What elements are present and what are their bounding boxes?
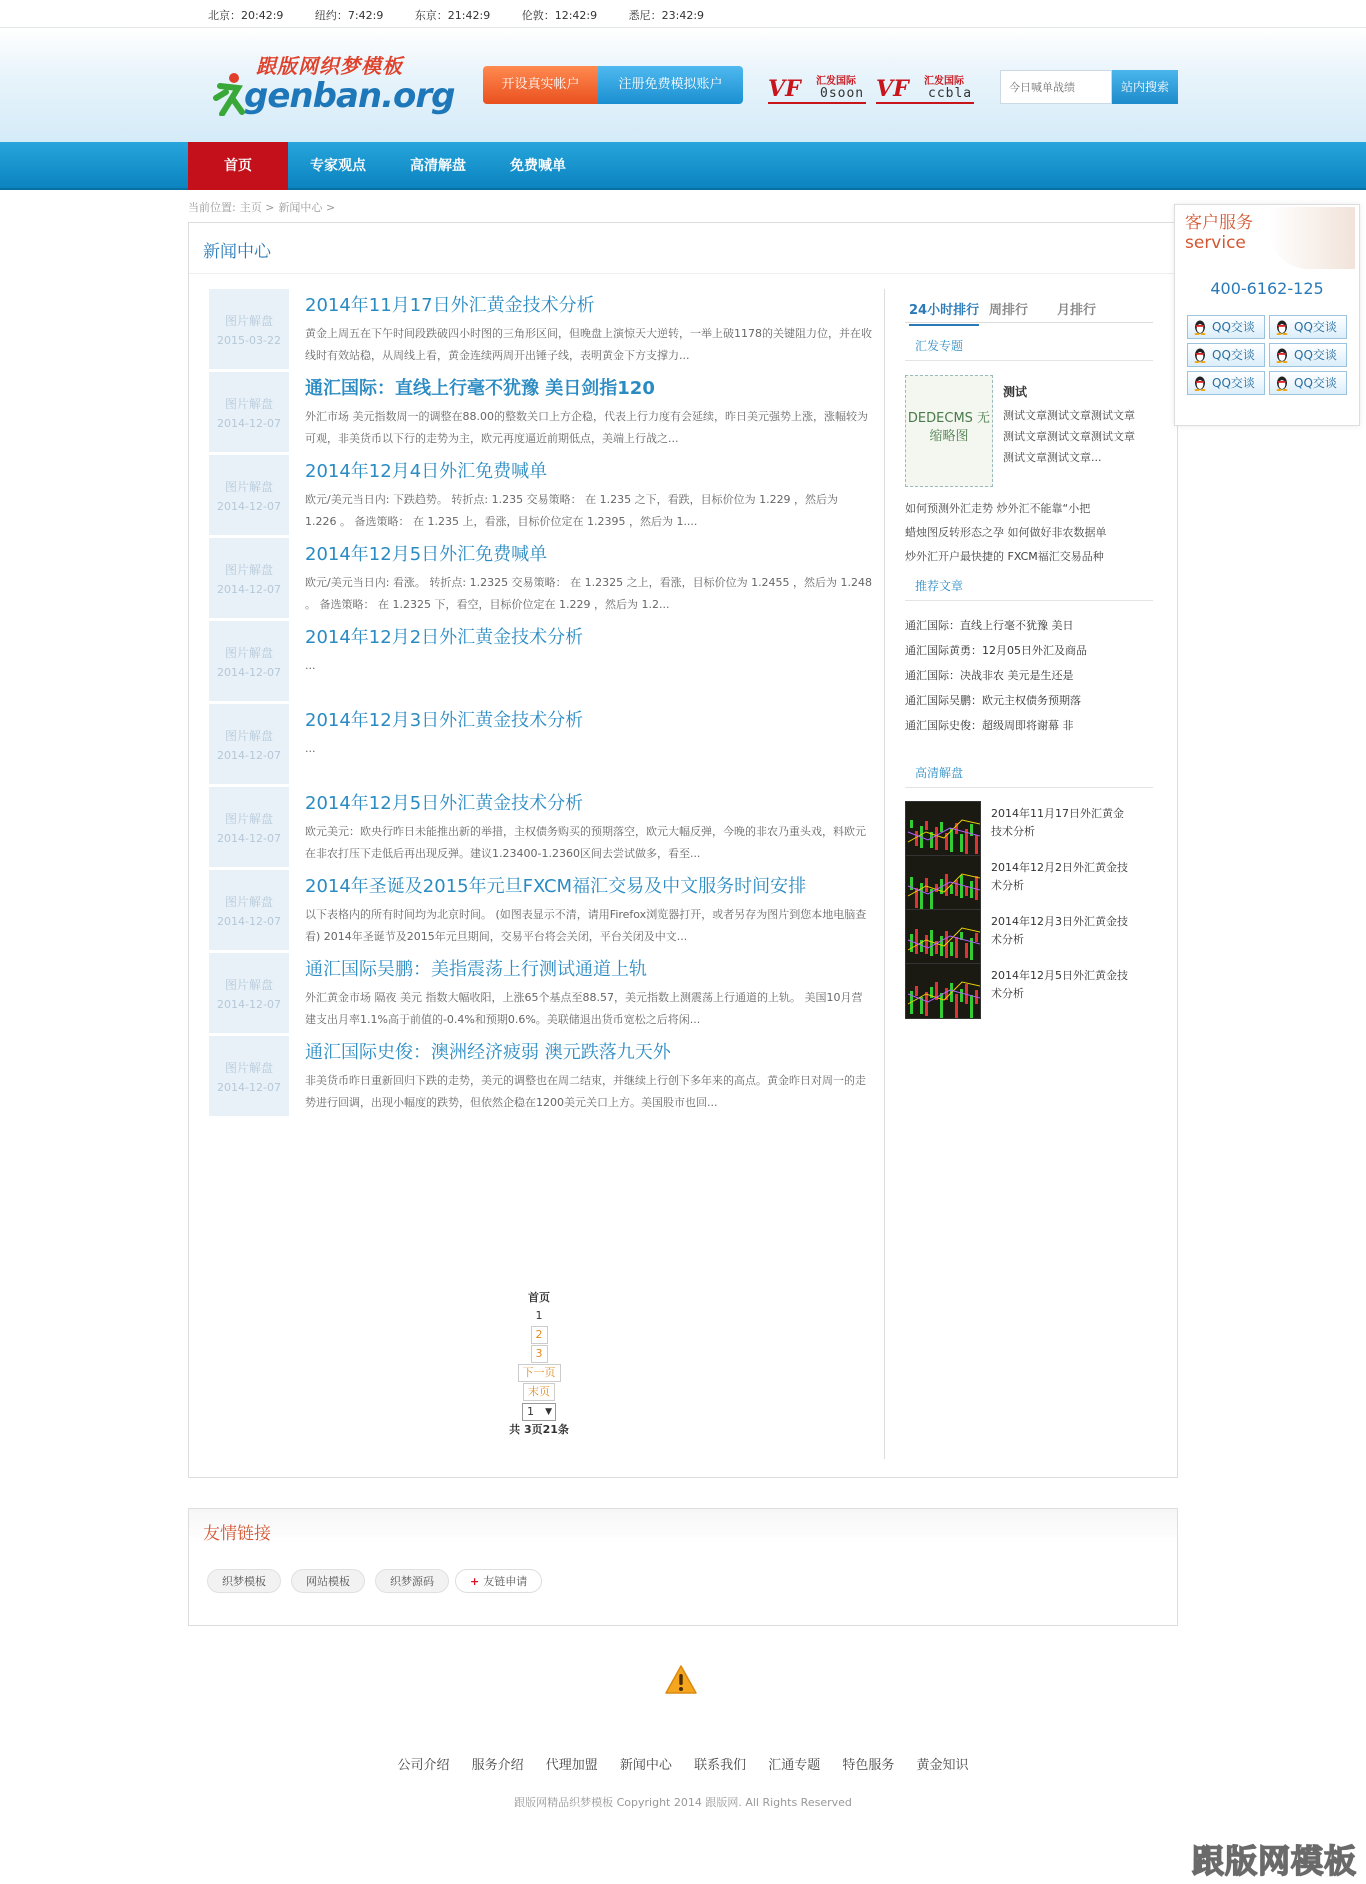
friend-links-title: 友情链接: [203, 1524, 271, 1544]
ranking-tabs: [905, 293, 1153, 323]
footer-link-news[interactable]: 新闻中心: [619, 1758, 672, 1773]
friend-link[interactable]: 网站模板: [291, 1569, 365, 1593]
clock-sydney: 悉尼：23:42:9: [628, 9, 705, 22]
qq-penguin-icon: [1275, 347, 1289, 363]
partner-badge-2[interactable]: VF 汇发国际 ccbla: [876, 72, 974, 104]
site-search-input[interactable]: [1000, 70, 1112, 104]
article-item: [209, 621, 869, 703]
friend-links-panel: [188, 1508, 1178, 1626]
article-thumbnail[interactable]: 图片解盘 2014-12-07: [209, 621, 289, 701]
topic-links: [905, 497, 1161, 569]
topic-section-head: 汇发专题: [905, 331, 1153, 361]
friend-link[interactable]: 织梦源码: [375, 1569, 449, 1593]
article-title-link[interactable]: 2014年圣诞及2015年元旦FXCM福汇交易及中文服务时间安排: [305, 876, 807, 897]
tab-24h[interactable]: 24小时排行: [909, 299, 979, 326]
vf-logo-icon: VF: [876, 76, 909, 102]
chart-thumbnail: [905, 963, 981, 1019]
hd-item[interactable]: [905, 909, 1155, 965]
hd-item[interactable]: [905, 963, 1155, 1019]
support-agent-image: [1269, 207, 1355, 269]
chart-thumbnail: [905, 909, 981, 965]
footer-link-features[interactable]: 特色服务: [842, 1758, 895, 1773]
pager-first-page[interactable]: 首页: [528, 1291, 550, 1304]
nav-hd-analysis[interactable]: 高清解盘: [410, 158, 466, 174]
logo-english-text: genban.org: [244, 76, 455, 116]
qq-chat-button[interactable]: QQ交谈: [1187, 343, 1265, 367]
site-header: [0, 28, 1366, 142]
featured-desc: 测试文章测试文章测试文章测试文章测试文章测试文章测试文章测试文章...: [1003, 409, 1135, 464]
watermark: 跟版网模板: [1192, 1842, 1358, 1880]
topic-link[interactable]: 如何预测外汇走势: [905, 502, 993, 515]
article-thumbnail[interactable]: 图片解盘 2014-12-07: [209, 455, 289, 535]
featured-title[interactable]: 测试: [1003, 385, 1028, 399]
pager-select[interactable]: 1 ▼: [522, 1403, 556, 1421]
article-summary: 以下表格内的所有时间均为北京时间。 (如图表显示不清，请用Firefox浏览器打开，或者另存为图片到您本地电脑查看) 2014年圣诞节及2015年元旦期间，交易平台将会关闭，平台关闭及中文...: [305, 908, 867, 943]
chart-thumbnail: [905, 855, 981, 911]
hd-item-title[interactable]: 2014年12月5日外汇黄金技术分析: [991, 969, 1128, 1000]
article-item: [209, 1036, 869, 1118]
world-clock-bar: [0, 0, 1366, 28]
nav-expert-views[interactable]: 专家观点: [310, 158, 366, 174]
qq-penguin-icon: [1275, 319, 1289, 335]
clock-london: 伦敦：12:42:9: [521, 9, 598, 22]
article-thumbnail[interactable]: 图片解盘 2014-12-07: [209, 870, 289, 950]
recommended-link[interactable]: 通汇国际史俊：超级周即将谢幕 非: [905, 719, 1074, 732]
tab-week[interactable]: 周排行: [989, 303, 1029, 318]
article-summary: 非美货币昨日重新回归下跌的走势，美元的调整也在周二结束，并继续上行创下多年来的高点。黄金昨日对周一的走势进行回调，出现小幅度的跌势，但依然企稳在1200美元关口上方。美国股市也回...: [305, 1074, 866, 1109]
article-item: [209, 953, 869, 1035]
customer-service-panel: [1174, 204, 1360, 426]
partner-badge-1[interactable]: VF 汇发国际 0soon: [768, 72, 866, 104]
article-thumbnail[interactable]: 图片解盘 2015-03-22: [209, 289, 289, 369]
article-item: [209, 372, 869, 454]
qq-penguin-icon: [1193, 347, 1207, 363]
copyright: 跟版网精品织梦模板 Copyright 2014 跟版网. All Rights Reserved: [514, 1796, 852, 1809]
article-thumbnail[interactable]: 图片解盘 2014-12-07: [209, 538, 289, 618]
panel-title: 新闻中心: [203, 242, 271, 262]
pager-page-3[interactable]: 3: [531, 1345, 548, 1363]
news-center-panel: [188, 222, 1178, 1478]
footer-link-services[interactable]: 服务介绍: [471, 1758, 524, 1773]
site-search-button[interactable]: 站内搜索: [1112, 70, 1178, 104]
article-summary: 外汇黄金市场 隔夜 美元 指数大幅收阳，上涨65个基点至88.57，美元指数上测震荡上行通道的上轨。 美国10月营建支出月率1.1%高于前值的-0.4%和预期0.6%。美联储退出货币宽松之后将闲...: [305, 991, 863, 1026]
article-summary: 外汇市场 美元指数周一的调整在88.00的整数关口上方企稳，代表上行力度有会延续，昨日美元强势上涨，涨幅较为可观，非美货币以下行的走势为主，欧元再度逼近前期低点，美端上行战之...: [305, 410, 868, 445]
recommended-list: [905, 613, 1155, 738]
article-item: [209, 455, 869, 537]
pager-last-button[interactable]: 末页: [523, 1383, 555, 1401]
article-title-link[interactable]: 2014年12月5日外汇黄金技术分析: [305, 793, 584, 814]
footer-link-agency[interactable]: 代理加盟: [545, 1758, 598, 1773]
featured-thumbnail[interactable]: DEDECMS 无缩略图: [905, 375, 993, 487]
hd-item[interactable]: [905, 855, 1155, 911]
qq-penguin-icon: [1275, 375, 1289, 391]
service-subtitle: service: [1185, 233, 1246, 253]
breadcrumb-home-link[interactable]: 主页: [239, 201, 262, 214]
topic-link[interactable]: 炒外汇不能靠“小把: [996, 502, 1091, 515]
pager-current-page: 1: [535, 1309, 543, 1322]
qq-chat-button[interactable]: QQ交谈: [1269, 371, 1347, 395]
tab-month[interactable]: 月排行: [1057, 303, 1097, 318]
article-thumbnail[interactable]: 图片解盘 2014-12-07: [209, 1036, 289, 1116]
logo-chinese-text: 跟版网织梦模板: [256, 54, 403, 78]
clock-newyork: 纽约：7:42:9: [314, 9, 384, 22]
qq-penguin-icon: [1193, 319, 1207, 335]
register-demo-account-button[interactable]: 注册免费模拟账户: [598, 66, 743, 104]
article-summary: 欧元/美元当日内: 看涨。 转折点: 1.2325 交易策略： 在 1.2325 之上，看涨，目标价位为 1.2455 ，然后为 1.248 。 备选策略： 在 1.2325 下，看空，目标价位定在 1.229 ，然后为 1.2...: [305, 576, 873, 611]
article-thumbnail[interactable]: 图片解盘 2014-12-07: [209, 787, 289, 867]
recommended-link[interactable]: 通汇国际吴鹏：欧元主权债务预期落: [905, 694, 1081, 707]
nav-free-signals[interactable]: 免费喊单: [510, 158, 566, 174]
qq-penguin-icon: [1193, 375, 1207, 391]
pager-next-button[interactable]: 下一页: [518, 1364, 561, 1382]
topic-link[interactable]: 蜡烛图反转形态之孕: [905, 526, 1004, 539]
warning-icon: [664, 1664, 698, 1696]
qq-chat-button[interactable]: QQ交谈: [1187, 371, 1265, 395]
article-thumbnail[interactable]: 图片解盘 2014-12-07: [209, 704, 289, 784]
article-title-link[interactable]: 通汇国际：直线上行毫不犹豫 美日剑指120: [305, 378, 655, 399]
recommended-link[interactable]: 通汇国际黄勇：12月05日外汇及商品: [905, 644, 1087, 657]
clock-tokyo: 东京：21:42:9: [414, 9, 491, 22]
article-summary: 欧元美元：欧央行昨日未能推出新的举措，主权债务购买的预期落空，欧元大幅反弹，今晚的非农乃重头戏，料欧元在非农打压下走低后再出现反弹。建议1.23400-1.2360区间去尝试做多，看至...: [305, 825, 866, 860]
service-phone: 400-6162-125: [1210, 279, 1324, 298]
apply-friend-link-button[interactable]: + 友链申请: [455, 1569, 542, 1593]
hd-section-head: 高清解盘: [905, 758, 1153, 788]
article-thumbnail[interactable]: 图片解盘 2014-12-07: [209, 372, 289, 452]
topic-link[interactable]: FXCM福汇交易品种: [1007, 550, 1104, 563]
divider: [189, 273, 1177, 274]
hd-item[interactable]: [905, 801, 1155, 857]
chart-thumbnail: [905, 801, 981, 857]
dropdown-arrow-icon: ▼: [545, 1407, 552, 1417]
pagination: [509, 1289, 569, 1439]
footer-link-about[interactable]: 公司介绍: [397, 1758, 450, 1773]
footer-link-contact[interactable]: 联系我们: [694, 1758, 747, 1773]
article-summary: ...: [305, 659, 316, 672]
service-title: 客户服务: [1185, 213, 1253, 233]
article-item: [209, 870, 869, 952]
article-title-link[interactable]: 2014年12月5日外汇免费喊单: [305, 544, 548, 565]
open-real-account-button[interactable]: 开设真实帐户: [483, 66, 598, 104]
article-title-link[interactable]: 2014年12月4日外汇免费喊单: [305, 461, 548, 482]
vf-logo-icon: VF: [768, 76, 801, 102]
hd-item-title[interactable]: 2014年12月3日外汇黄金技术分析: [991, 915, 1128, 946]
article-summary: 黄金上周五在下午时间段跌破四小时图的三角形区间，但晚盘上演惊天大逆转，一举上破1178的关键阻力位，并在收线时有效站稳，从周线上看，黄金连续两周开出锤子线，表明黄金下方支撑力...: [305, 327, 872, 362]
article-title-link[interactable]: 2014年11月17日外汇黄金技术分析: [305, 295, 595, 316]
main-nav: [0, 142, 1366, 190]
pager-page-2[interactable]: 2: [531, 1326, 548, 1344]
footer-nav: [0, 1754, 1366, 1773]
breadcrumb-news-link[interactable]: 新闻中心: [278, 201, 323, 214]
recommended-section-head: 推荐文章: [905, 571, 1153, 601]
qq-chat-button[interactable]: QQ交谈: [1187, 315, 1265, 339]
topic-link[interactable]: 炒外汇开户最快捷的: [905, 550, 1004, 563]
breadcrumb: 当前位置: 主页 > 新闻中心 >: [188, 201, 336, 214]
article-item: [209, 704, 869, 786]
article-item: [209, 289, 872, 371]
runner-logo-icon: [212, 72, 246, 116]
column-divider: [884, 289, 885, 1459]
pager-total: 共 3页21条: [509, 1423, 569, 1436]
article-thumbnail[interactable]: 图片解盘 2014-12-07: [209, 953, 289, 1033]
friend-link[interactable]: 织梦模板: [207, 1569, 281, 1593]
recommended-link[interactable]: 通汇国际：决战非农 美元是生还是: [905, 669, 1074, 682]
article-summary: 欧元/美元当日内: 下跌趋势。 转折点: 1.235 交易策略： 在 1.235 之下，看跌，目标价位为 1.229 ，然后为 1.226 。 备选策略： 在 1.235 上，看涨，目标价位定在 1.2395 ，然后为 1....: [305, 493, 839, 528]
article-title-link[interactable]: 2014年12月2日外汇黄金技术分析: [305, 627, 584, 648]
hd-item-title[interactable]: 2014年12月2日外汇黄金技术分析: [991, 861, 1128, 892]
topic-link[interactable]: 如何做好非农数据单: [1007, 526, 1107, 539]
clock-beijing: 北京：20:42:9: [208, 9, 284, 22]
article-item: [209, 538, 873, 620]
plus-icon: +: [470, 1575, 480, 1588]
qq-chat-button[interactable]: QQ交谈: [1269, 343, 1347, 367]
nav-home[interactable]: 首页: [188, 142, 288, 190]
article-title-link[interactable]: 2014年12月3日外汇黄金技术分析: [305, 710, 584, 731]
article-item: [209, 787, 869, 869]
footer-link-topics[interactable]: 汇通专题: [768, 1758, 821, 1773]
site-logo[interactable]: [212, 50, 455, 120]
article-title-link[interactable]: 通汇国际史俊：澳洲经济疲弱 澳元跌落九天外: [305, 1042, 671, 1063]
article-summary: ...: [305, 742, 316, 755]
recommended-link[interactable]: 通汇国际：直线上行毫不犹豫 美日: [905, 619, 1074, 632]
qq-chat-button[interactable]: QQ交谈: [1269, 315, 1347, 339]
footer-link-gold[interactable]: 黄金知识: [916, 1758, 969, 1773]
hd-item-title[interactable]: 2014年11月17日外汇黄金技术分析: [991, 807, 1124, 838]
article-title-link[interactable]: 通汇国际吴鹏：美指震荡上行测试通道上轨: [305, 959, 647, 980]
